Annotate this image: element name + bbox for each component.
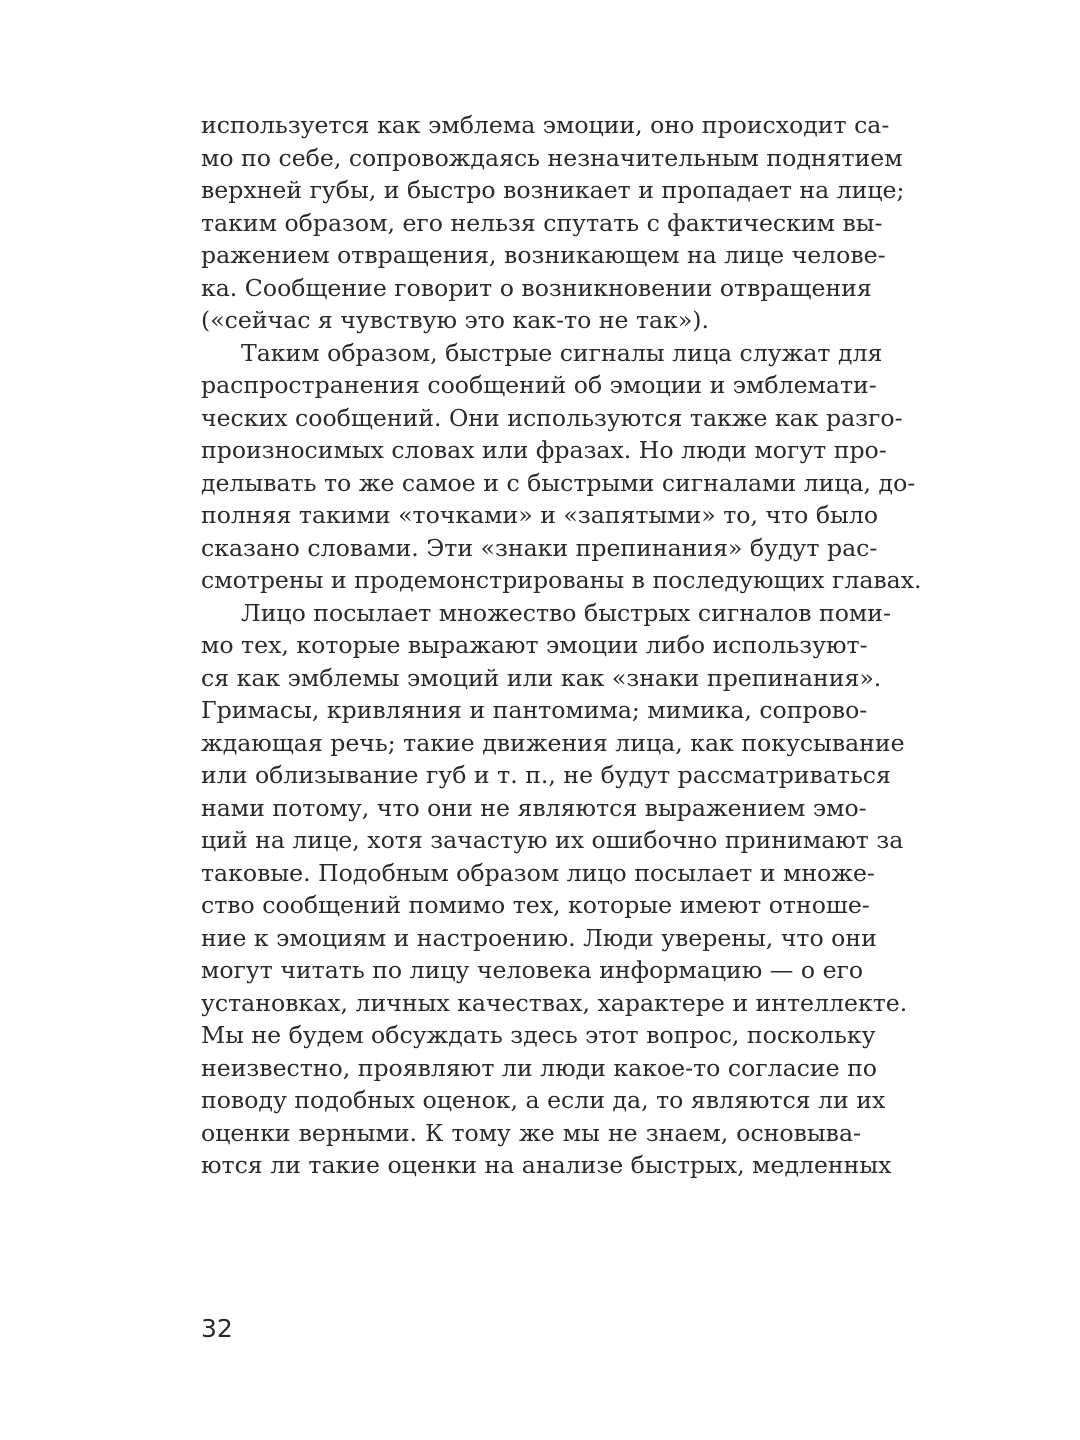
text-line: ются ли такие оценки на анализе быстрых, медленных xyxy=(201,1151,892,1179)
text-line: таким образом, его нельзя спутать с фактическим вы- xyxy=(201,208,883,237)
text-line: оценки верными. К тому же мы не знаем, основыва- xyxy=(201,1118,861,1147)
text-line: или облизывание губ и т. п., не будут рассматриваться xyxy=(201,761,891,789)
text-line: нами потому, что они не являются выражением эмо- xyxy=(201,793,867,822)
text-line: верхней губы, и быстро возникает и пропадает на лице; xyxy=(201,176,905,204)
text-line: сказано словами. Эти «знаки препинания» будут рас- xyxy=(201,533,878,562)
paragraph-1 xyxy=(201,109,905,337)
text-line: делывать то же самое и с быстрыми сигналами лица, до- xyxy=(201,468,916,497)
text-line: Гримасы, кривляния и пантомима; мимика, сопрово- xyxy=(201,696,868,724)
text-line: неизвестно, проявляют ли люди какое-то согласие по xyxy=(201,1053,878,1082)
text-line: установках, личных качествах, характере и интеллекте. xyxy=(201,988,908,1017)
text-line: Лицо посылает множество быстрых сигналов поми- xyxy=(241,598,891,627)
page-number: 32 xyxy=(201,1314,233,1343)
paragraph-3 xyxy=(201,597,908,1182)
text-line: таковые. Подобным образом лицо посылает и множе- xyxy=(201,858,875,887)
text-line: ций на лице, хотя зачастую их ошибочно принимают за xyxy=(201,826,904,854)
text-line: ся как эмблемы эмоций или как «знаки препинания». xyxy=(201,663,882,692)
paragraph-2 xyxy=(201,337,922,597)
text-line: могут читать по лицу человека информацию — о его xyxy=(201,956,864,984)
text-line: ждающая речь; такие движения лица, как покусывание xyxy=(201,728,905,757)
text-line: поводу подобных оценок, а если да, то являются ли их xyxy=(201,1086,886,1114)
text-line: мо тех, которые выражают эмоции либо используют- xyxy=(201,631,868,659)
body-text xyxy=(201,109,922,1182)
text-line: полняя такими «точками» и «запятыми» то, что было xyxy=(201,501,879,529)
text-line: используется как эмблема эмоции, оно происходит са- xyxy=(201,111,890,139)
text-line: произносимых словах или фразах. Но люди могут про- xyxy=(201,436,887,464)
text-line: смотрены и продемонстрированы в последующих главах. xyxy=(201,566,922,594)
text-line: ние к эмоциям и настроению. Люди уверены, что они xyxy=(201,923,877,952)
text-line: («сейчас я чувствую это как-то не так»). xyxy=(201,306,709,334)
text-line: ческих сообщений. Они используются также как разго- xyxy=(201,403,903,432)
text-line: Таким образом, быстрые сигналы лица служат для xyxy=(241,338,883,367)
text-line: Мы не будем обсуждать здесь этот вопрос, поскольку xyxy=(201,1021,876,1049)
text-line: ка. Сообщение говорит о возникновении отвращения xyxy=(201,273,872,302)
text-line: ство сообщений помимо тех, которые имеют отноше- xyxy=(201,891,870,919)
text-line: мо по себе, сопровождаясь незначительным поднятием xyxy=(201,143,903,172)
text-line: распространения сообщений об эмоции и эмблемати- xyxy=(201,371,877,399)
text-line: ражением отвращения, возникающем на лице челове- xyxy=(201,241,886,269)
